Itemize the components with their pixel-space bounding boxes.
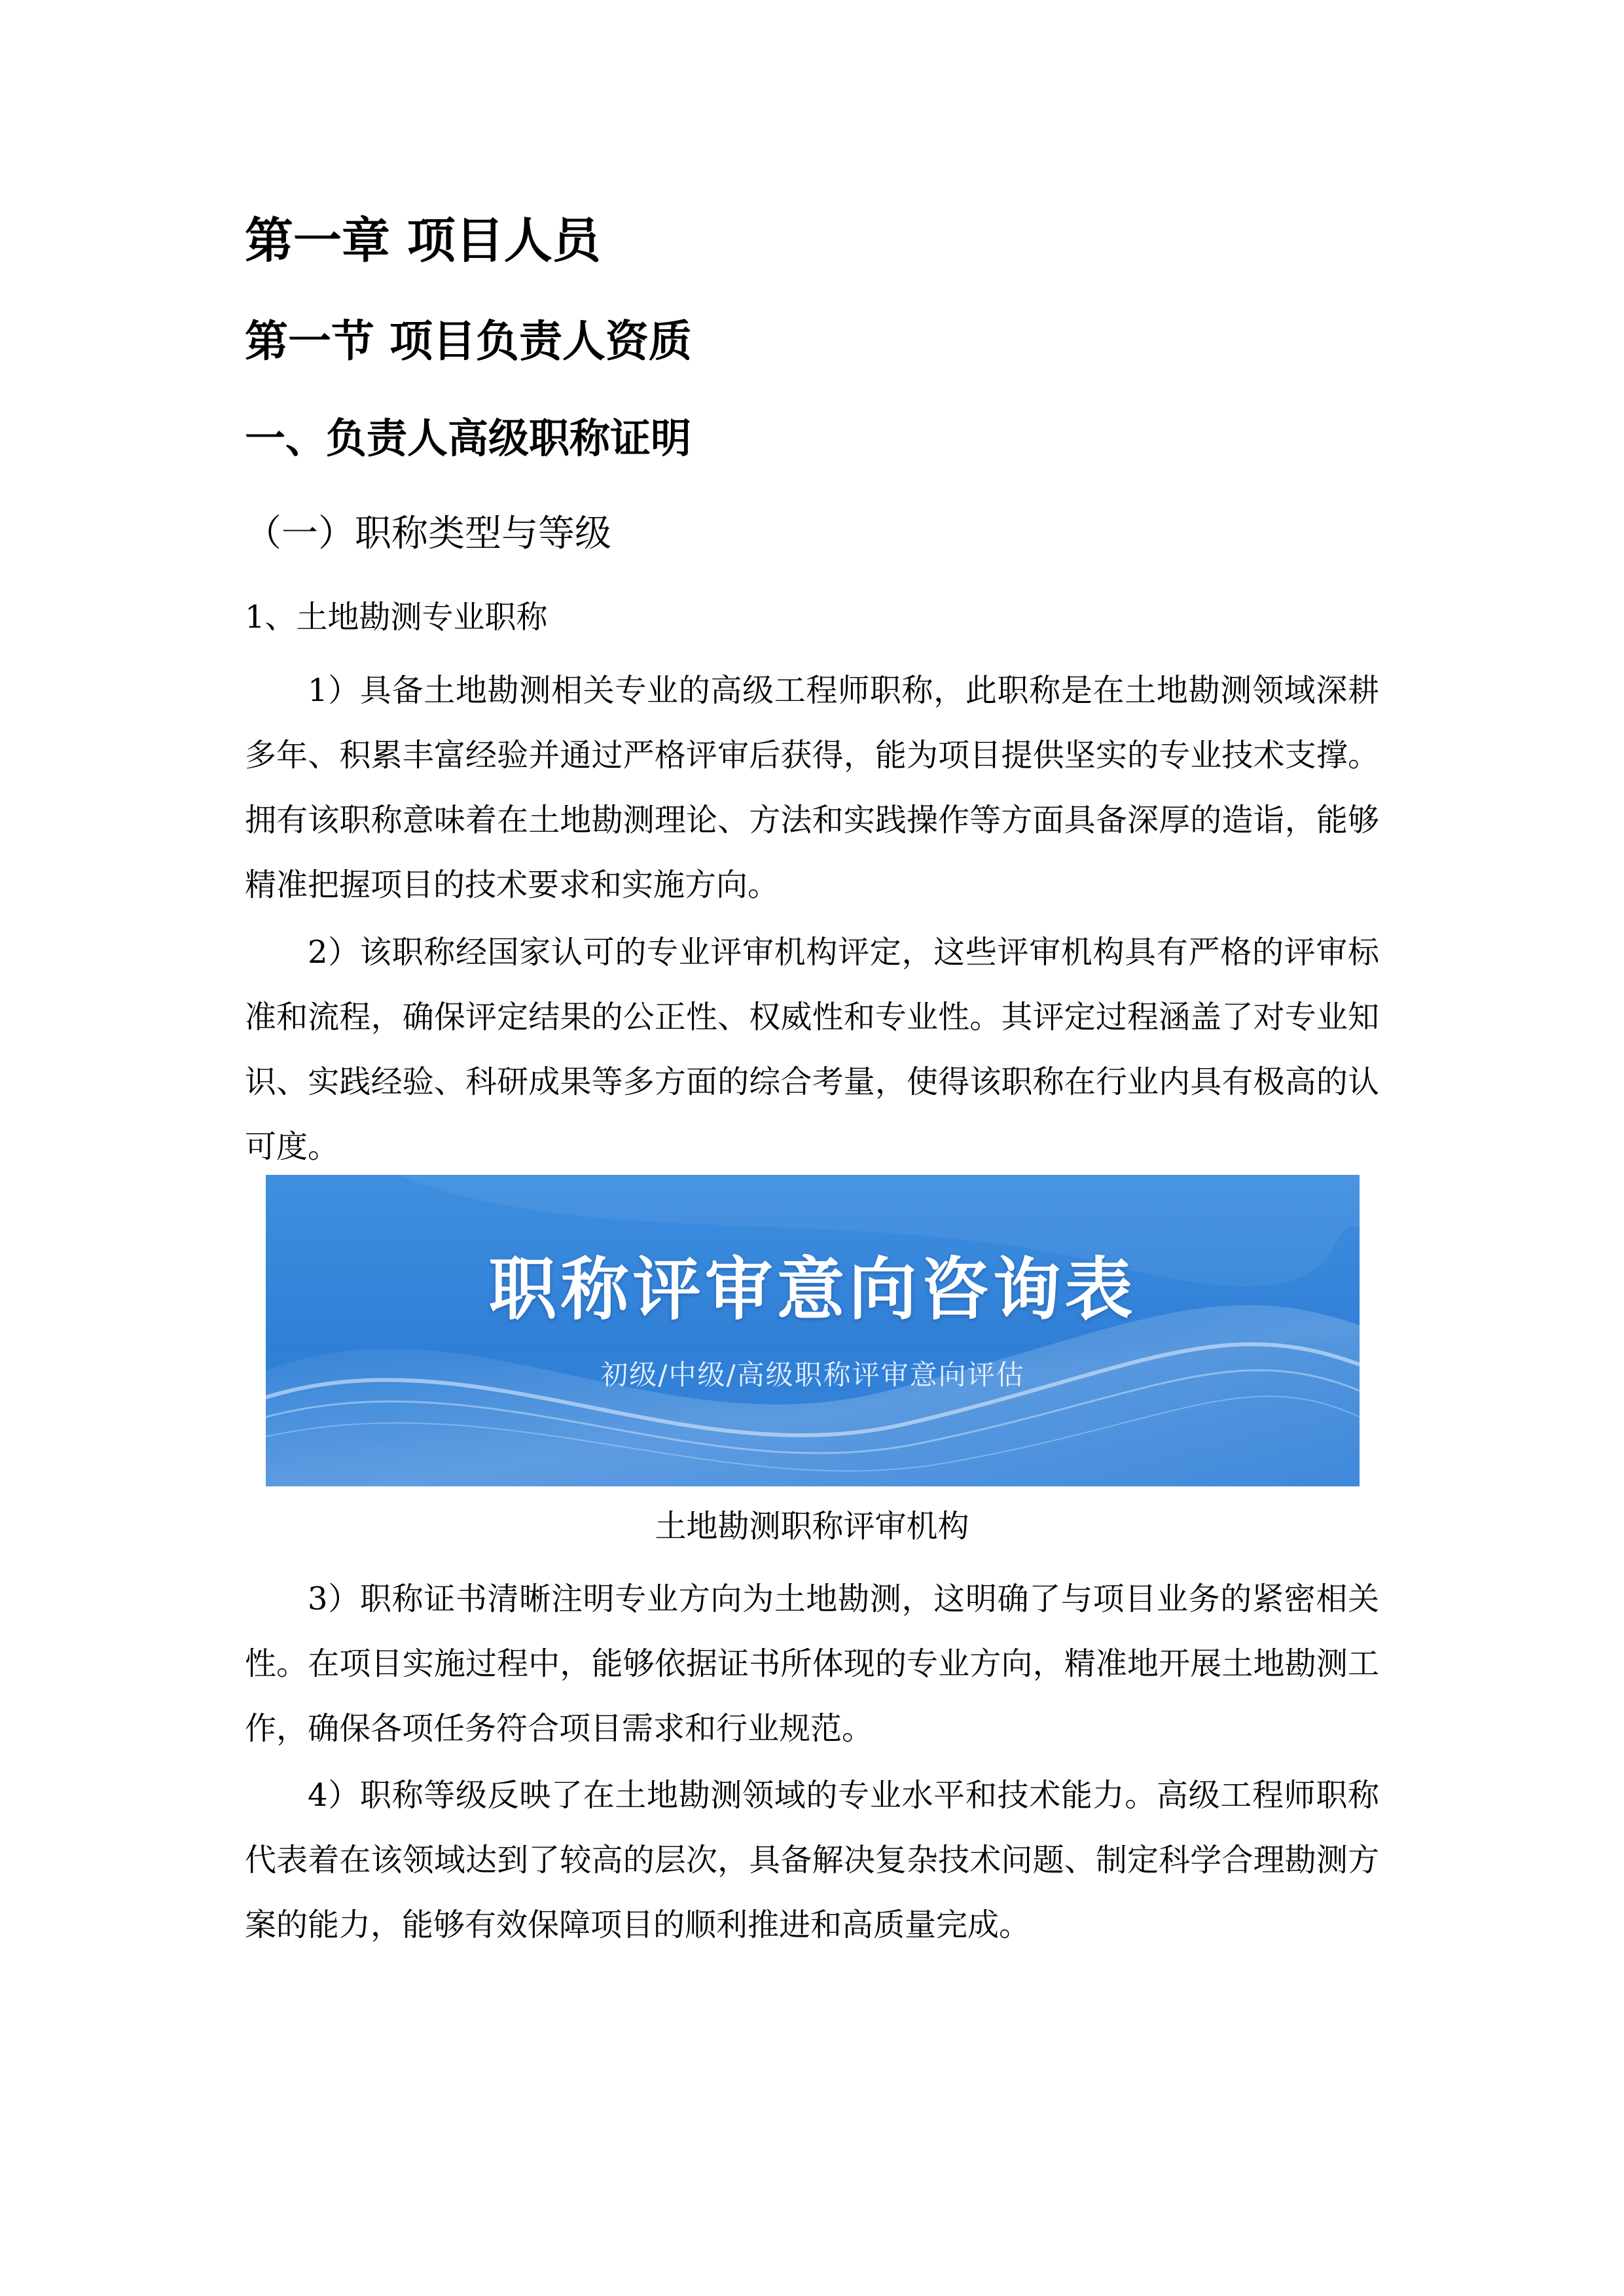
paragraph-4: 4）职称等级反映了在土地勘测领域的专业水平和技术能力。高级工程师职称代表着在该领域达到了较高的层次，具备解决复杂技术问题、制定科学合理勘测方案的能力，能够有效保障项目的顺利推进和高质量完成。 <box>245 1777 1379 1943</box>
figure-caption: 土地勘测职称评审机构 <box>655 1508 969 1545</box>
figure-title: 职称评审意向咨询表 <box>488 1249 1137 1329</box>
figure-subtitle: 初级/中级/高级职称评审意向评估 <box>600 1359 1025 1391</box>
chapter-heading: 第一章 项目人员 <box>245 213 601 269</box>
subsubsection-heading: （一）职称类型与等级 <box>245 512 611 555</box>
item-heading: 1、土地勘测专业职称 <box>245 599 548 636</box>
subsection-heading: 一、负责人高级职称证明 <box>245 414 692 462</box>
paragraph-1: 1）具备土地勘测相关专业的高级工程师职称，此职称是在土地勘测领域深耕多年、积累丰富经验并通过严格评审后获得，能为项目提供坚实的专业技术支撑。拥有该职称意味着在土地勘测理论、方法和实践操作等方面具备深厚的造诣，能够精准把握项目的技术要求和实施方向。 <box>245 672 1379 903</box>
paragraph-2: 2）该职称经国家认可的专业评审机构评定，这些评审机构具有严格的评审标准和流程，确保评定结果的公正性、权威性和专业性。其评定过程涵盖了对专业知识、实践经验、科研成果等多方面的综合考量，使得该职称在行业内具有极高的认可度。 <box>245 934 1379 1165</box>
figure-image <box>266 1175 1360 1486</box>
paragraph-3: 3）职称证书清晰注明专业方向为土地勘测，这明确了与项目业务的紧密相关性。在项目实施过程中，能够依据证书所体现的专业方向，精准地开展土地勘测工作，确保各项任务符合项目需求和行业规范。 <box>245 1581 1379 1747</box>
section-heading: 第一节 项目负责人资质 <box>245 316 692 367</box>
